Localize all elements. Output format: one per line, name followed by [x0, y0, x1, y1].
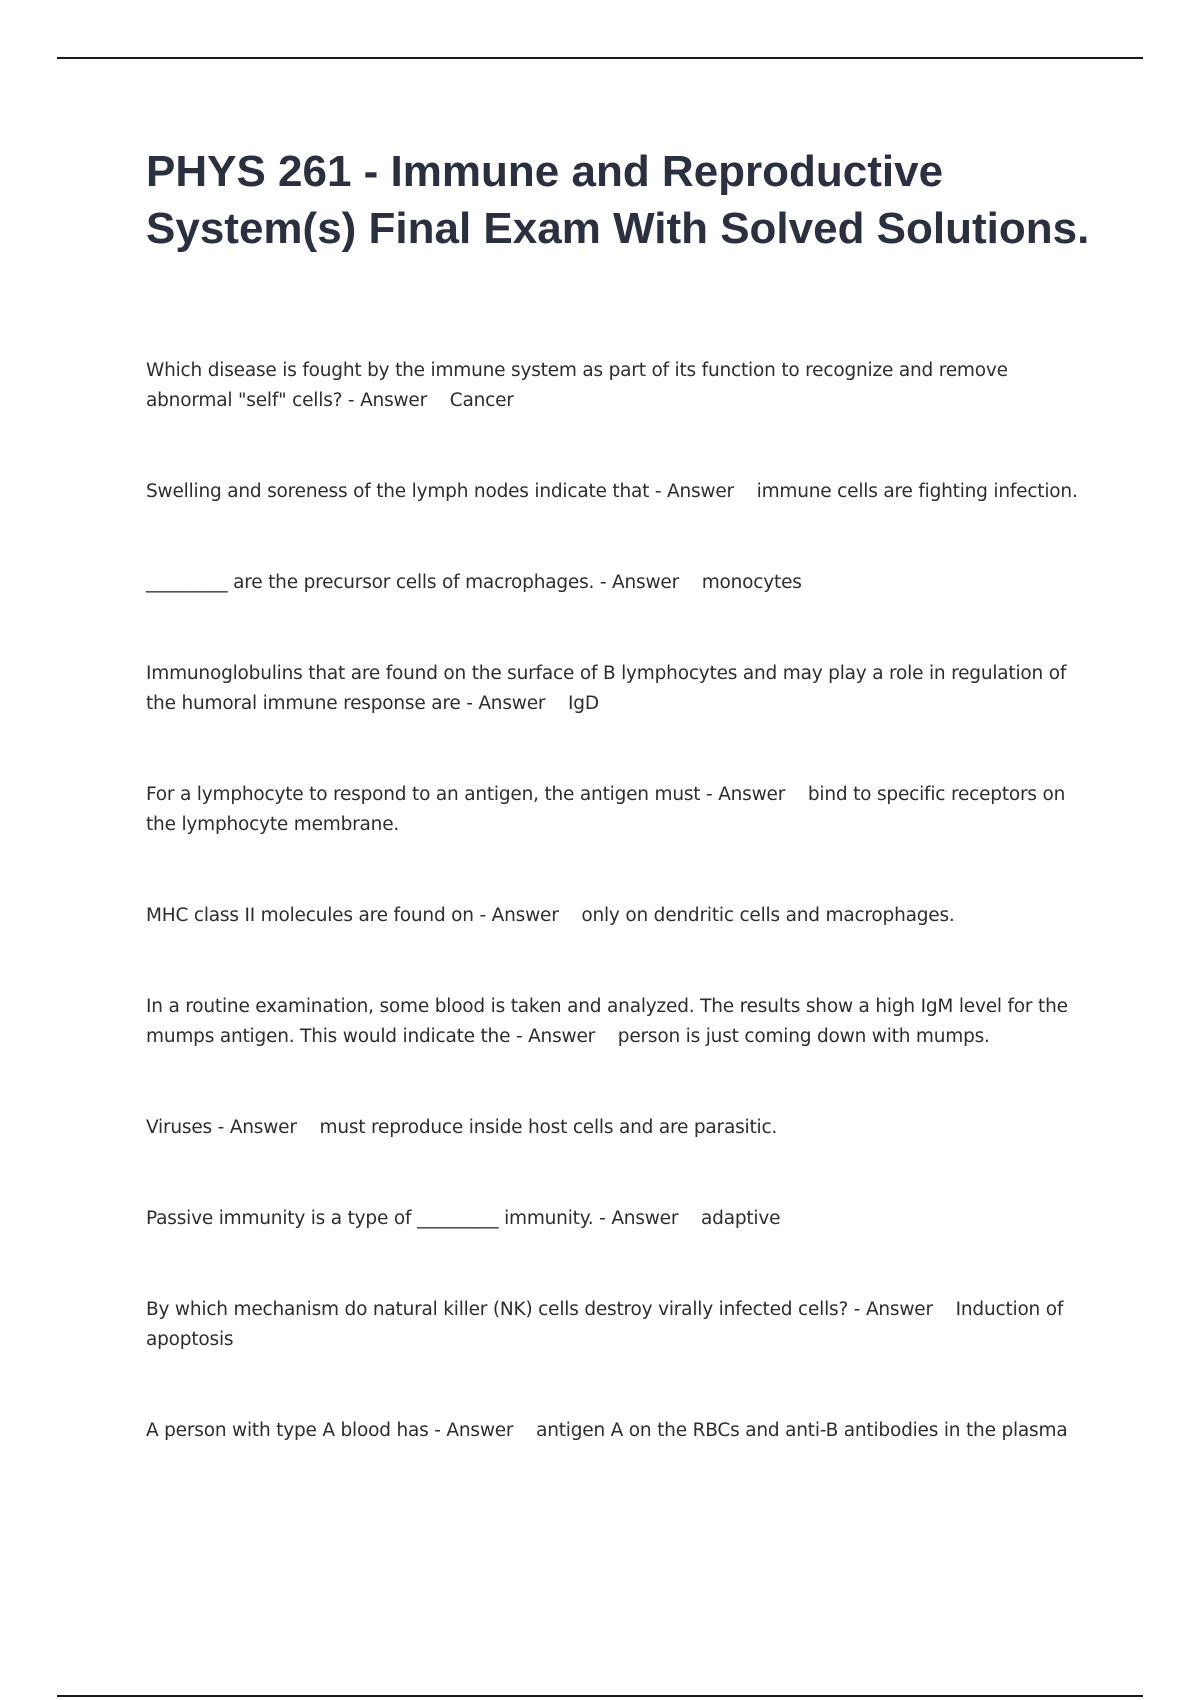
qa-item: [146, 992, 1096, 1052]
answer-marker: - Answer: [428, 1420, 514, 1441]
qa-item: [146, 356, 1096, 416]
answer-text: person is just coming down with mumps.: [617, 1026, 990, 1047]
question-text: A person with type A blood has: [146, 1420, 429, 1441]
question-text: Immunoglobulins that are found on the surface of B lymphocytes and may play a role in regulation of the humoral immune response are: [146, 663, 1067, 714]
answer-text: adaptive: [701, 1208, 781, 1229]
question-text: Which disease is fought by the immune system as part of its function to recognize and remove abnormal "self" cells?: [146, 360, 1008, 411]
question-text: For a lymphocyte to respond to an antigen, the antigen must: [146, 784, 701, 805]
bottom-rule: [57, 1695, 1143, 1697]
question-text: In a routine examination, some blood is taken and analyzed. The results show a high IgM level for the mumps antigen. This would indicate the: [146, 996, 1068, 1047]
page-title: PHYS 261 - Immune and Reproductive System(s) Final Exam With Solved Solutions.: [146, 147, 1090, 253]
answer-marker: - Answer: [510, 1026, 596, 1047]
answer-marker: - Answer: [594, 572, 679, 593]
qa-item: [146, 568, 1096, 598]
answer-marker: - Answer: [649, 481, 734, 502]
qa-item: [146, 659, 1096, 719]
qa-item: [146, 477, 1096, 507]
answer-text: Cancer: [449, 390, 514, 411]
answer-text: only on dendritic cells and macrophages.: [581, 905, 955, 926]
qa-item: [146, 901, 1096, 931]
qa-item: [146, 1204, 1096, 1234]
answer-text: antigen A on the RBCs and anti-B antibodies in the plasma: [536, 1420, 1068, 1441]
answer-marker: - Answer: [211, 1117, 297, 1138]
question-text: MHC class II molecules are found on: [146, 905, 474, 926]
qa-item: [146, 780, 1096, 840]
question-text: Swelling and soreness of the lymph nodes indicate that: [146, 481, 650, 502]
answer-text: IgD: [568, 693, 599, 714]
answer-marker: - Answer: [460, 693, 546, 714]
top-rule: [57, 57, 1143, 59]
question-text: Viruses: [146, 1117, 212, 1138]
answer-marker: - Answer: [848, 1299, 933, 1320]
qa-list: [146, 356, 1096, 1446]
answer-text: must reproduce inside host cells and are parasitic.: [319, 1117, 778, 1138]
answer-marker: - Answer: [593, 1208, 679, 1229]
question-text: Passive immunity is a type of _________ immunity.: [146, 1208, 594, 1229]
qa-item: [146, 1295, 1096, 1355]
answer-marker: - Answer: [342, 390, 428, 411]
answer-marker: - Answer: [700, 784, 786, 805]
answer-text: immune cells are fighting infection.: [756, 481, 1078, 502]
answer-text: bind to specific receptors on the lymphocyte membrane.: [146, 784, 1066, 835]
qa-item: [146, 1113, 1096, 1143]
answer-text: monocytes: [701, 572, 802, 593]
question-text: _________ are the precursor cells of macrophages.: [146, 572, 595, 593]
answer-text: Induction of apoptosis: [146, 1299, 1064, 1350]
qa-item: [146, 1416, 1096, 1446]
question-text: By which mechanism do natural killer (NK) cells destroy virally infected cells?: [146, 1299, 849, 1320]
answer-marker: - Answer: [473, 905, 559, 926]
